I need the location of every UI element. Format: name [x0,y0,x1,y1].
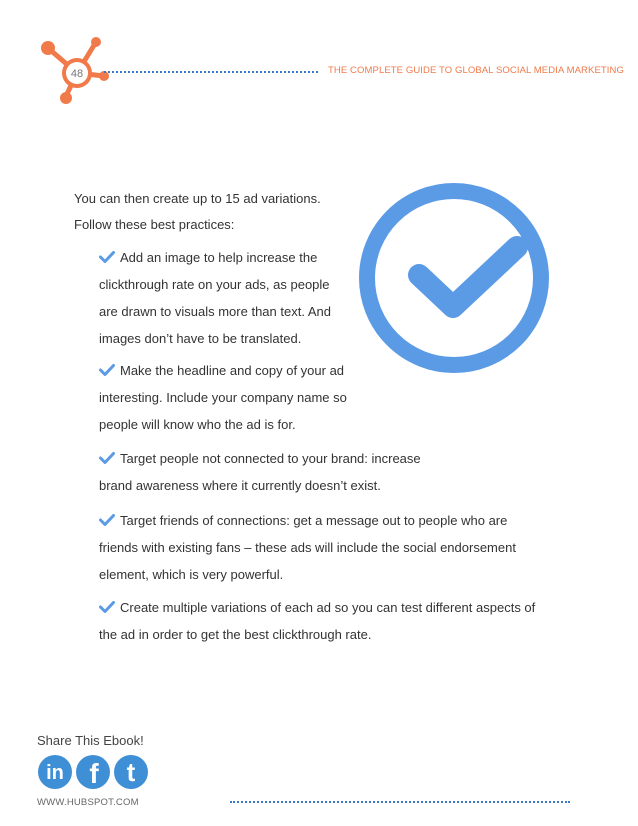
best-practice-item [99,594,535,648]
linkedin-text: in [46,762,64,784]
bullet-text: brand awareness where it currently doesn’t exist. [99,478,381,493]
checkmark-icon [99,364,115,376]
best-practice-item [99,445,421,499]
bullet-text: interesting. Include your company name so [99,390,347,405]
bullet-text: clickthrough rate on your ads, as people [99,277,330,292]
bullet-text: Create multiple variations of each ad so you can test different aspects of [120,600,536,615]
facebook-icon[interactable] [75,754,111,790]
footer-url[interactable]: WWW.HUBSPOT.COM [37,797,139,808]
intro-text [74,186,374,238]
bullet-text: the ad in order to get the best clickthrough rate. [99,627,372,642]
bullet-text: element, which is very powerful. [99,567,284,582]
bullet-text: Make the headline and copy of your ad [120,363,345,378]
header-divider [104,71,318,73]
facebook-text: f [89,758,99,789]
bullet-text: friends with existing fans – these ads will include the social endorsement [99,540,516,555]
best-practice-item [99,507,516,588]
checkmark-icon [99,601,115,613]
bullet-text: Target friends of connections: get a message out to people who are [120,513,508,528]
bullet-text: people will know who the ad is for. [99,417,296,432]
checkmark-icon [99,514,115,526]
intro-line-2: Follow these best practices: [74,217,235,232]
bullet-text: images don’t have to be translated. [99,331,302,346]
linkedin-icon[interactable] [37,754,73,790]
bullet-text: Target people not connected to your brand: increase [120,451,421,466]
bullet-text: Add an image to help increase the [120,250,318,265]
header-title: THE COMPLETE GUIDE TO GLOBAL SOCIAL MEDIA MARKETING [328,65,624,76]
share-label: Share This Ebook! [37,733,144,748]
checkmark-icon [99,452,115,464]
bullet-text: are drawn to visuals more than text. And [99,304,331,319]
checkmark-icon [99,251,115,263]
page-number: 48 [70,68,84,80]
best-practice-item [99,357,347,438]
big-checkmark-circle-icon [357,181,551,375]
footer-divider [230,801,570,803]
twitter-icon[interactable] [113,754,149,790]
twitter-text: t [126,757,136,787]
intro-line-1: You can then create up to 15 ad variations. [74,191,321,206]
best-practice-item [99,244,331,352]
